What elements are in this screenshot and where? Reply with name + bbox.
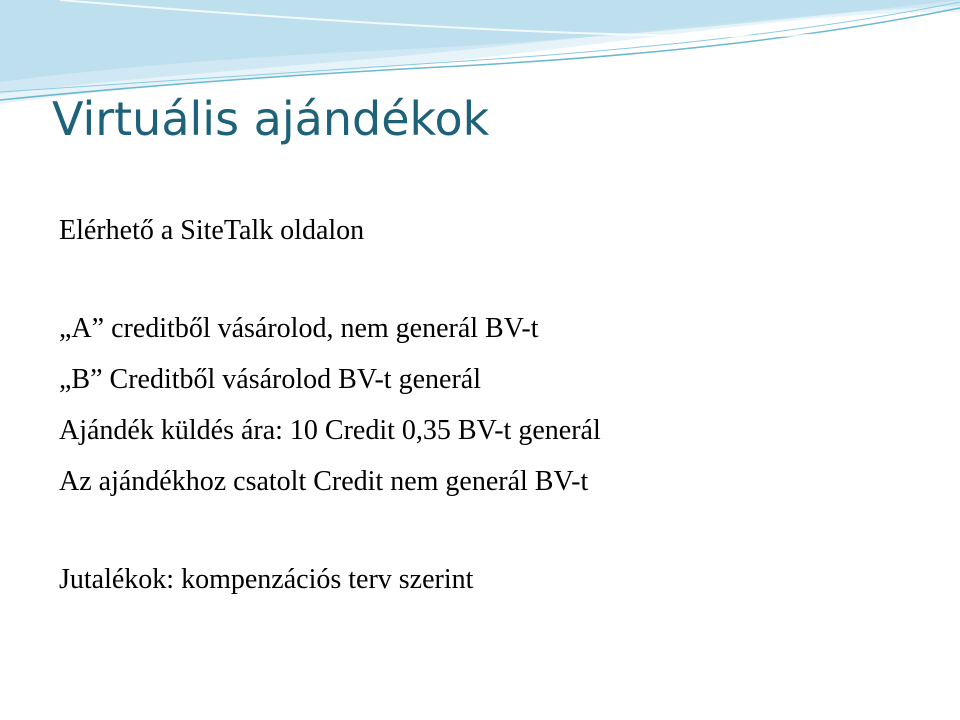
text-line-availability: Elérhető a SiteTalk oldalon bbox=[59, 215, 365, 246]
slide-title: Virtuális ajándékok bbox=[52, 92, 490, 146]
text-line-commissions: Jutalékok: kompenzációs terv szerint bbox=[59, 564, 474, 595]
text-line-a-credit: „A” creditből vásárolod, nem generál BV-t bbox=[59, 313, 539, 344]
text-line-b-credit: „B” Creditből vásárolod BV-t generál bbox=[59, 364, 481, 395]
text-line-gift-price: Ajándék küldés ára: 10 Credit 0,35 BV-t generál bbox=[59, 415, 601, 446]
text-line-attached-credit: Az ajándékhoz csatolt Credit nem generál BV-t bbox=[59, 466, 589, 497]
